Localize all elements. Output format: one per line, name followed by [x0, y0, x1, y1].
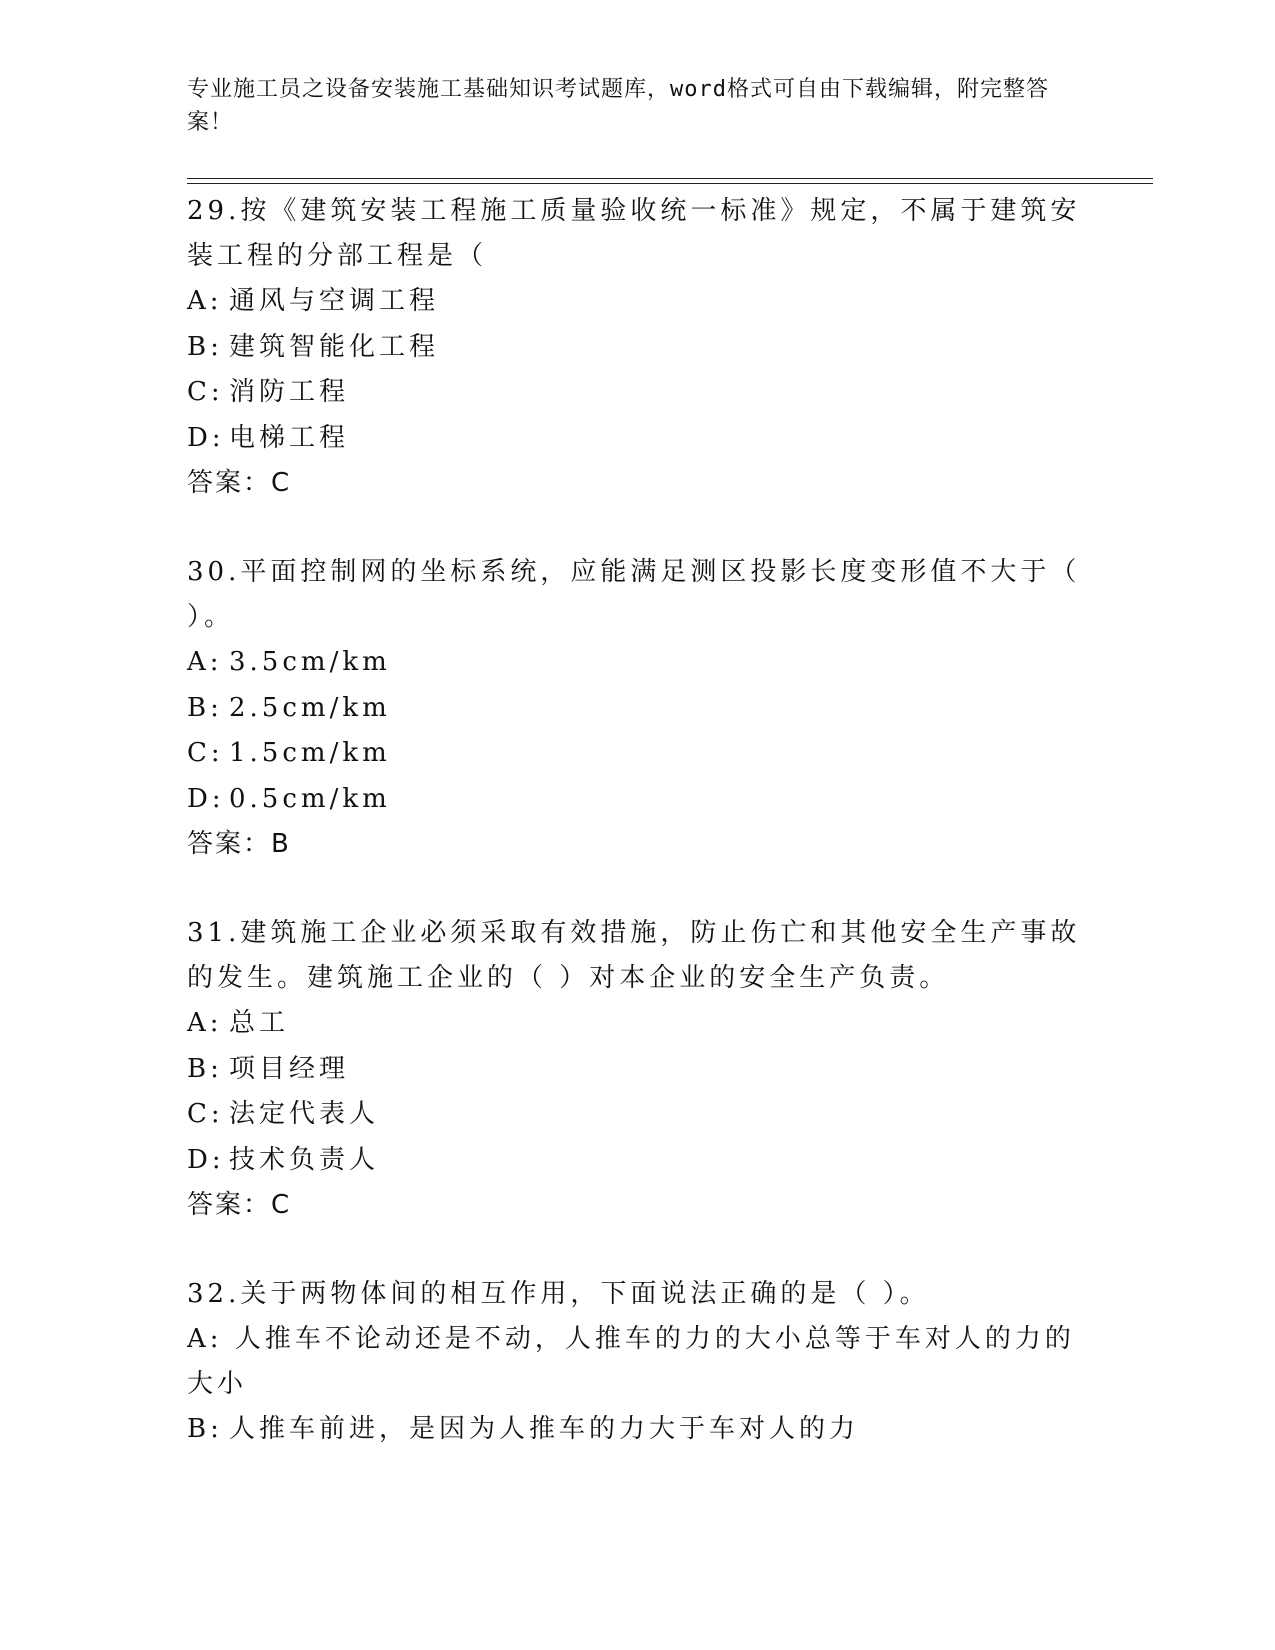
answer-line: 答案：B: [187, 829, 291, 859]
option-text: 1.5cm/km: [229, 738, 391, 768]
answer-line: 答案：C: [187, 468, 292, 498]
answer-line: 答案：C: [187, 1190, 292, 1220]
question-stem: 29.按《建筑安装工程施工质量验收统一标准》规定，不属于建筑安装工程的分部工程是（: [187, 196, 1081, 271]
option-key: A:: [187, 647, 223, 677]
option-text: 消防工程: [229, 377, 350, 407]
option-text: 电梯工程: [229, 422, 350, 453]
option-d: [187, 416, 1087, 462]
option-key: D:: [187, 422, 225, 453]
option-key: D:: [187, 783, 225, 814]
option-key: A:: [187, 286, 223, 316]
option-a: [187, 640, 1087, 686]
question-32: [187, 1272, 1087, 1453]
option-key: B:: [187, 1414, 223, 1444]
option-key: B:: [187, 331, 223, 362]
option-b: [187, 325, 1087, 371]
option-b: [187, 686, 1087, 732]
option-key: B:: [187, 1053, 223, 1084]
option-text: 建筑智能化工程: [229, 331, 440, 362]
header-divider-bottom: [187, 183, 1153, 184]
option-key: A:: [187, 1324, 223, 1354]
option-c: [187, 370, 1087, 416]
option-c: [187, 1092, 1087, 1138]
option-text: 0.5cm/km: [229, 783, 391, 814]
option-key: C:: [187, 738, 224, 768]
option-key: C:: [187, 1099, 224, 1129]
question-30: [187, 550, 1087, 868]
option-text: 通风与空调工程: [229, 286, 440, 316]
option-d: [187, 777, 1087, 823]
option-text: 技术负责人: [229, 1144, 380, 1175]
option-text: 法定代表人: [229, 1099, 380, 1129]
option-key: A:: [187, 1008, 223, 1038]
option-text: 人推车不论动还是不动，人推车的力的大小总等于车对人的力的大小: [187, 1324, 1075, 1399]
option-text: 3.5cm/km: [229, 647, 391, 677]
question-stem: 32.关于两物体间的相互作用，下面说法正确的是（ ）。: [187, 1279, 930, 1309]
option-c: [187, 731, 1087, 777]
question-29: [187, 189, 1087, 507]
option-a: [187, 1001, 1087, 1047]
option-key: D:: [187, 1144, 225, 1175]
header-divider-top: [187, 178, 1153, 179]
option-b: [187, 1407, 1087, 1453]
option-a: [187, 279, 1087, 325]
option-text: 总工: [229, 1008, 290, 1038]
document-header: 专业施工员之设备安装施工基础知识考试题库，word格式可自由下载编辑，附完整答案！: [187, 77, 1049, 135]
option-text: 2.5cm/km: [229, 692, 391, 723]
question-31: [187, 911, 1087, 1229]
option-d: [187, 1138, 1087, 1184]
option-key: C:: [187, 377, 224, 407]
question-stem: 30.平面控制网的坐标系统，应能满足测区投影长度变形值不大于（ ）。: [187, 557, 1081, 632]
question-stem: 31.建筑施工企业必须采取有效措施，防止伤亡和其他安全生产事故的发生。建筑施工企业的（ ）对本企业的安全生产负责。: [187, 918, 1081, 993]
option-text: 人推车前进，是因为人推车的力大于车对人的力: [229, 1414, 860, 1444]
option-key: B:: [187, 692, 223, 723]
option-b: [187, 1047, 1087, 1093]
option-text: 项目经理: [229, 1053, 350, 1084]
option-a: [187, 1317, 1087, 1407]
